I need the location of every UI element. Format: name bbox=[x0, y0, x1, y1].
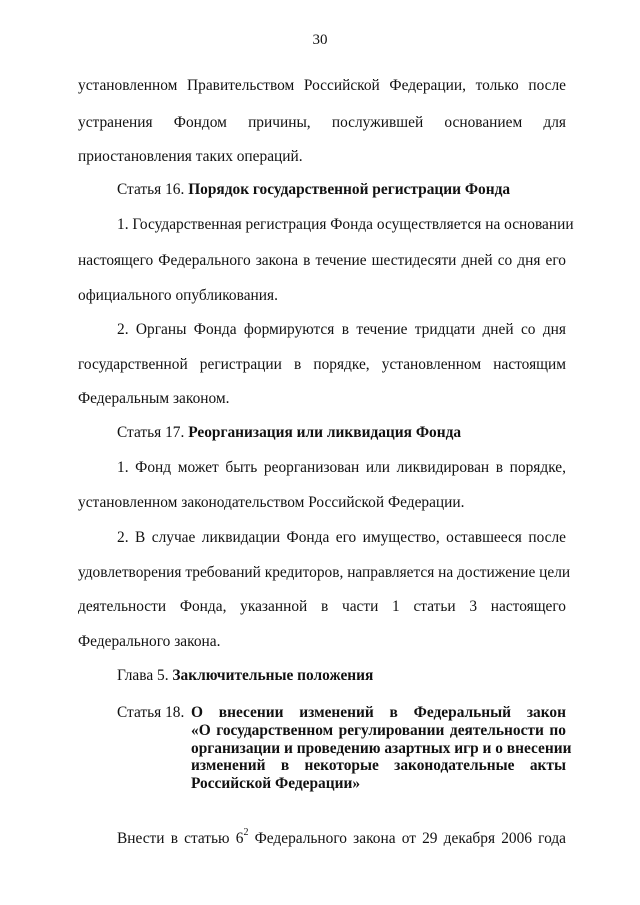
paragraph-line: установленном Правительством Российской Федерации, только после bbox=[78, 77, 566, 94]
article-16-title: Порядок государственной регистрации Фонда bbox=[188, 181, 511, 198]
article-17-prefix: Статья 17. bbox=[117, 424, 185, 441]
article-18-body-after: Федерального закона от 29 декабря 2006 года bbox=[248, 830, 566, 847]
paragraph-line: Федерального закона. bbox=[78, 633, 221, 650]
paragraph-line: настоящего Федерального закона в течение шестидесяти дней со дня его bbox=[78, 252, 566, 269]
article-18-title-line: Российской Федерации» bbox=[191, 775, 361, 793]
paragraph-line: Федеральным законом. bbox=[78, 390, 230, 407]
chapter-5-title: Заключительные положения bbox=[172, 667, 374, 684]
paragraph-line: 1. Государственная регистрация Фонда осуществляется на основании bbox=[117, 216, 574, 233]
paragraph-line: официального опубликования. bbox=[78, 287, 278, 304]
paragraph-line: удовлетворения требований кредиторов, направляется на достижение цели bbox=[78, 564, 571, 581]
article-16-prefix: Статья 16. bbox=[117, 181, 185, 198]
article-18-title-line: организации и проведению азартных игр и о внесении bbox=[191, 739, 572, 757]
article-18-title-line: изменений в некоторые законодательные акты bbox=[191, 757, 566, 775]
article-18-prefix: Статья 18. bbox=[117, 704, 185, 721]
paragraph-line: 2. Органы Фонда формируются в течение тридцати дней со дня bbox=[117, 321, 566, 338]
paragraph-line: 1. Фонд может быть реорганизован или ликвидирован в порядке, bbox=[117, 459, 566, 476]
chapter-5-prefix: Глава 5. bbox=[117, 667, 169, 684]
paragraph-line: 2. В случае ликвидации Фонда его имущество, оставшееся после bbox=[117, 529, 566, 546]
paragraph-line: приостановления таких операций. bbox=[78, 148, 303, 165]
article-18-body-line bbox=[117, 826, 566, 849]
article-17-heading bbox=[117, 423, 461, 443]
paragraph-line: государственной регистрации в порядке, установленном настоящим bbox=[78, 356, 566, 373]
article-18-title-line: «О государственном регулировании деятельности по bbox=[191, 721, 566, 739]
article-17-title: Реорганизация или ликвидация Фонда bbox=[188, 424, 462, 441]
article-18-title-line: О внесении изменений в Федеральный закон bbox=[191, 704, 566, 721]
article-18-title bbox=[191, 704, 572, 793]
paragraph-line: установленном законодательством Российской Федерации. bbox=[78, 494, 465, 511]
page-number: 30 bbox=[312, 32, 328, 48]
article-16-heading bbox=[117, 180, 510, 200]
paragraph-line: деятельности Фонда, указанной в части 1 статьи 3 настоящего bbox=[78, 598, 566, 615]
chapter-5-heading bbox=[117, 666, 373, 686]
article-18-body-before: Внести в статью 6 bbox=[117, 830, 244, 847]
paragraph-line: устранения Фондом причины, послужившей основанием для bbox=[78, 114, 566, 131]
superscript: 2 bbox=[243, 826, 249, 838]
